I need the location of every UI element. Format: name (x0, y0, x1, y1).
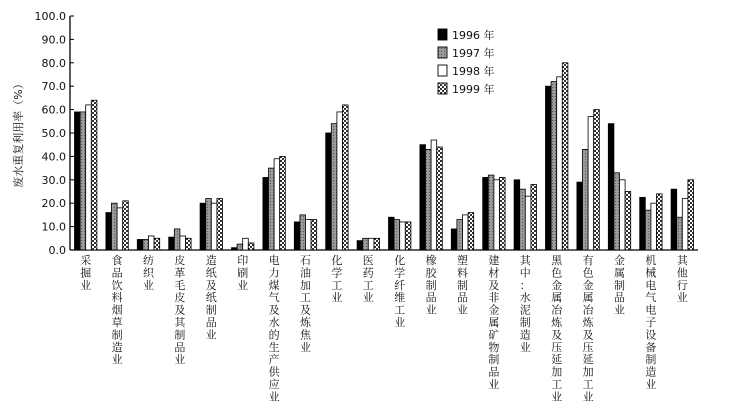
bar-10-0 (389, 217, 395, 250)
category-label: 印刷业 (237, 254, 249, 292)
bar-17-0 (608, 124, 614, 250)
legend-swatch (438, 83, 447, 94)
category-label: 采掘业 (80, 254, 92, 292)
bar-13-3 (500, 177, 506, 250)
bar-13-0 (483, 177, 489, 250)
bar-4-3 (217, 199, 223, 250)
category-label: 化学纤维工业 (394, 254, 406, 329)
y-tick-label: 40.0 (41, 150, 66, 164)
bar-1-3 (123, 201, 129, 250)
bar-18-3 (657, 194, 663, 250)
bar-18-0 (640, 197, 646, 250)
category-label: 电力煤气及水的生产供应业 (268, 254, 280, 404)
bar-9-1 (363, 238, 369, 250)
bar-10-2 (400, 222, 406, 250)
bar-14-3 (531, 184, 537, 250)
bar-8-3 (343, 105, 349, 250)
y-tick-label: 90.0 (41, 33, 66, 47)
category-label: 食品饮料烟草制造业 (111, 254, 123, 367)
bar-18-2 (651, 203, 657, 250)
bar-7-2 (306, 220, 312, 250)
legend-label: 1997 年 (452, 47, 495, 60)
category-label: 机械电气电子设备制造业 (645, 254, 657, 391)
bar-2-1 (143, 239, 149, 250)
bar-12-2 (463, 215, 469, 250)
bar-11-1 (426, 149, 432, 250)
bar-16-0 (577, 182, 583, 250)
bar-13-2 (494, 180, 500, 250)
category-label: 纺织业 (143, 254, 154, 292)
bar-4-1 (206, 199, 212, 250)
category-label: 金属制品业 (614, 254, 625, 317)
bars (75, 63, 694, 250)
category-label: 其他行业 (676, 254, 688, 305)
legend-label: 1996 年 (452, 29, 495, 42)
bar-3-3 (186, 238, 192, 250)
category-label: 石油加工及炼焦业 (300, 254, 311, 354)
bar-3-2 (180, 236, 186, 250)
bar-4-0 (200, 203, 206, 250)
category-label: 黑色金属冶炼及压延加工业 (551, 254, 563, 404)
category-label: 医药工业 (362, 254, 374, 305)
y-tick-label: 100.0 (34, 10, 66, 23)
bar-16-2 (588, 117, 594, 250)
bar-7-3 (311, 220, 317, 250)
bar-14-0 (514, 180, 520, 250)
bar-2-2 (149, 236, 155, 250)
bar-15-0 (546, 86, 552, 250)
bar-5-0 (232, 248, 238, 250)
bar-6-1 (269, 168, 275, 250)
y-tick-label: 80.0 (41, 56, 66, 70)
category-label: 橡胶制品业 (425, 254, 437, 317)
y-tick-label: 60.0 (41, 103, 66, 117)
bar-0-2 (86, 105, 92, 250)
bar-17-1 (614, 173, 620, 250)
legend-swatch (438, 65, 447, 76)
bar-6-3 (280, 156, 286, 250)
category-label: 塑料制品业 (457, 254, 468, 317)
bar-3-0 (169, 237, 175, 250)
y-tick-label: 20.0 (41, 197, 66, 211)
bar-9-0 (357, 241, 363, 250)
bar-2-0 (137, 239, 143, 250)
category-label: 皮革毛皮及其制品业 (174, 254, 186, 367)
bar-11-2 (431, 140, 437, 250)
legend-swatch (438, 47, 447, 58)
y-tick-label: 50.0 (41, 127, 66, 140)
bar-15-3 (562, 63, 568, 250)
y-axis-title: 废水重复利用率（%） (12, 78, 25, 188)
bar-14-1 (520, 189, 526, 250)
bar-1-1 (112, 203, 118, 250)
y-tick-label: 70.0 (41, 80, 66, 94)
bar-0-3 (91, 100, 97, 250)
bar-9-2 (368, 238, 374, 250)
bar-4-2 (211, 203, 217, 250)
bar-11-3 (437, 147, 443, 250)
bar-1-2 (117, 208, 123, 250)
bar-1-0 (106, 213, 112, 250)
bar-8-1 (331, 124, 337, 250)
bar-7-0 (294, 222, 300, 250)
bar-8-0 (326, 133, 332, 250)
legend-label: 1998 年 (452, 65, 495, 78)
bar-7-1 (300, 215, 306, 250)
category-label: 有色金属冶炼及压延加工业 (582, 254, 594, 404)
y-tick-label: 0.0 (48, 244, 66, 257)
bar-12-3 (468, 213, 474, 250)
bar-16-1 (583, 149, 589, 250)
bar-3-1 (174, 229, 180, 250)
bar-19-1 (677, 217, 683, 250)
bar-12-1 (457, 220, 463, 250)
bar-6-0 (263, 177, 269, 250)
category-label: 造纸及纸制品业 (205, 254, 217, 342)
bar-19-2 (682, 199, 688, 250)
bar-2-3 (154, 238, 160, 250)
category-label: 化学工业 (331, 254, 343, 305)
legend-label: 1999 年 (452, 83, 495, 96)
bar-10-1 (394, 220, 400, 250)
bar-19-0 (671, 189, 677, 250)
bar-19-3 (688, 180, 694, 250)
bar-5-1 (237, 244, 243, 250)
bar-14-2 (525, 196, 531, 250)
y-tick-label: 10.0 (41, 220, 66, 234)
bar-15-1 (551, 82, 557, 250)
bar-9-3 (374, 238, 380, 250)
bar-13-1 (488, 175, 494, 250)
bar-15-2 (557, 77, 563, 250)
category-labels (80, 253, 689, 403)
bar-5-2 (243, 238, 249, 250)
bar-17-3 (625, 192, 631, 251)
bar-18-1 (645, 210, 651, 250)
bar-10-3 (405, 222, 411, 250)
bar-12-0 (451, 229, 457, 250)
bar-16-3 (594, 110, 600, 250)
bar-0-1 (80, 112, 86, 250)
bar-5-3 (248, 243, 254, 250)
legend (438, 28, 495, 96)
bar-11-0 (420, 145, 426, 250)
bar-8-2 (337, 112, 343, 250)
category-label: 建材及非金属矿物制品业 (488, 254, 500, 391)
y-tick-label: 30.0 (41, 173, 66, 187)
bar-6-2 (274, 159, 280, 250)
bar-17-2 (620, 180, 626, 250)
category-label: 其中：水泥制造业 (519, 254, 531, 354)
legend-swatch (438, 29, 447, 40)
bar-0-0 (75, 112, 81, 250)
